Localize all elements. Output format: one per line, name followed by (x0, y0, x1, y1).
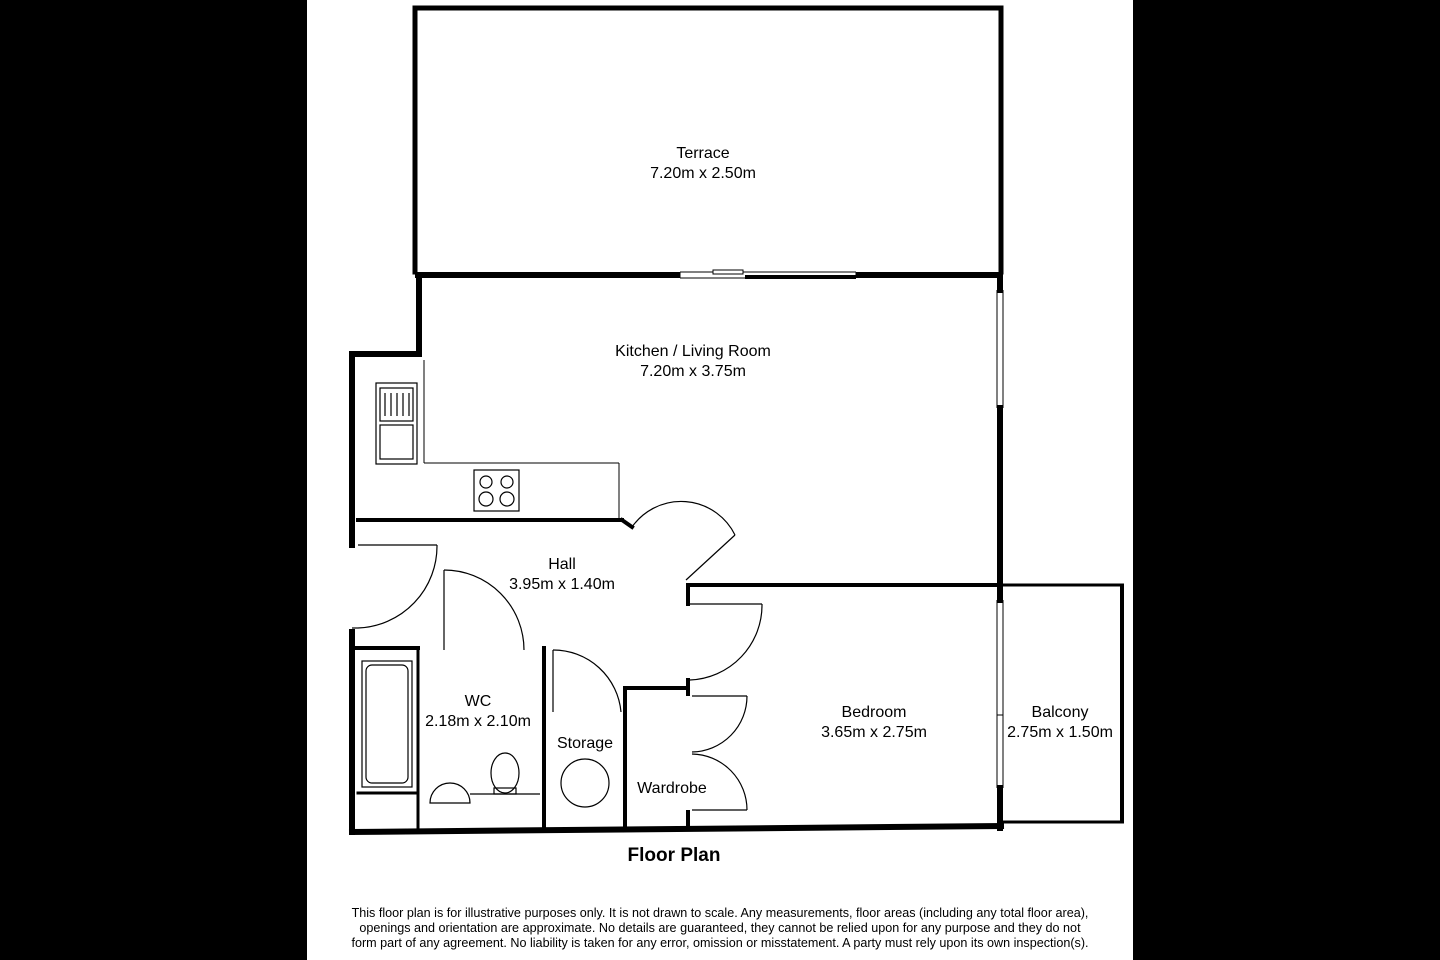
bedroom-dims: 3.65m x 2.75m (821, 724, 927, 741)
hall-label (509, 555, 615, 595)
kitchen-dims: 7.20m x 3.75m (640, 363, 746, 380)
bedroom-name: Bedroom (841, 704, 907, 721)
wc-label (425, 692, 531, 732)
wardrobe-label (637, 779, 707, 799)
bedroom-door (690, 604, 762, 680)
basin-icon (430, 783, 540, 803)
hob-icon (474, 470, 519, 511)
bedroom-label (821, 703, 927, 743)
wc-name: WC (464, 693, 492, 710)
hall-name: Hall (548, 556, 576, 573)
storage-name: Storage (556, 735, 614, 752)
wardrobe-name: Wardrobe (637, 780, 707, 797)
toilet-icon (491, 753, 519, 794)
hall-dims: 3.95m x 1.40m (509, 576, 615, 593)
entrance-door (352, 545, 437, 628)
balcony-label (1007, 703, 1113, 743)
terrace-label (650, 144, 756, 184)
kitchen-door (632, 501, 735, 580)
balcony-name: Balcony (1031, 704, 1089, 721)
storage-label (557, 734, 613, 754)
storage-door (553, 650, 621, 712)
kitchen-label (615, 342, 771, 382)
balcony-dims: 2.75m x 1.50m (1007, 724, 1113, 741)
cylinder-icon (561, 759, 609, 807)
bath-icon (362, 661, 412, 787)
terrace-kitchen-wall (415, 270, 1001, 279)
disclaimer (320, 906, 1120, 951)
wc-dims: 2.18m x 2.10m (425, 713, 531, 730)
terrace-dims: 7.20m x 2.50m (650, 165, 756, 182)
disclaimer-line: form part of any agreement. No liability is taken for any error, omission or misstatement. A party must rely upon its own inspection(s). (351, 936, 1089, 950)
disclaimer-line: openings and orientation are approximate. No details are guaranteed, they cannot be relied upon for any purpose and they do not (359, 921, 1081, 935)
plan-title: Floor Plan (627, 845, 721, 866)
kitchen-name: Kitchen / Living Room (615, 343, 771, 360)
kitchen-counter (424, 360, 619, 518)
terrace-name: Terrace (676, 145, 730, 162)
terrace-outline (415, 8, 1001, 272)
sink-icon (376, 383, 417, 464)
disclaimer-line: This floor plan is for illustrative purposes only. It is not drawn to scale. Any measurements, floor areas (including any total floor area), (351, 906, 1089, 920)
